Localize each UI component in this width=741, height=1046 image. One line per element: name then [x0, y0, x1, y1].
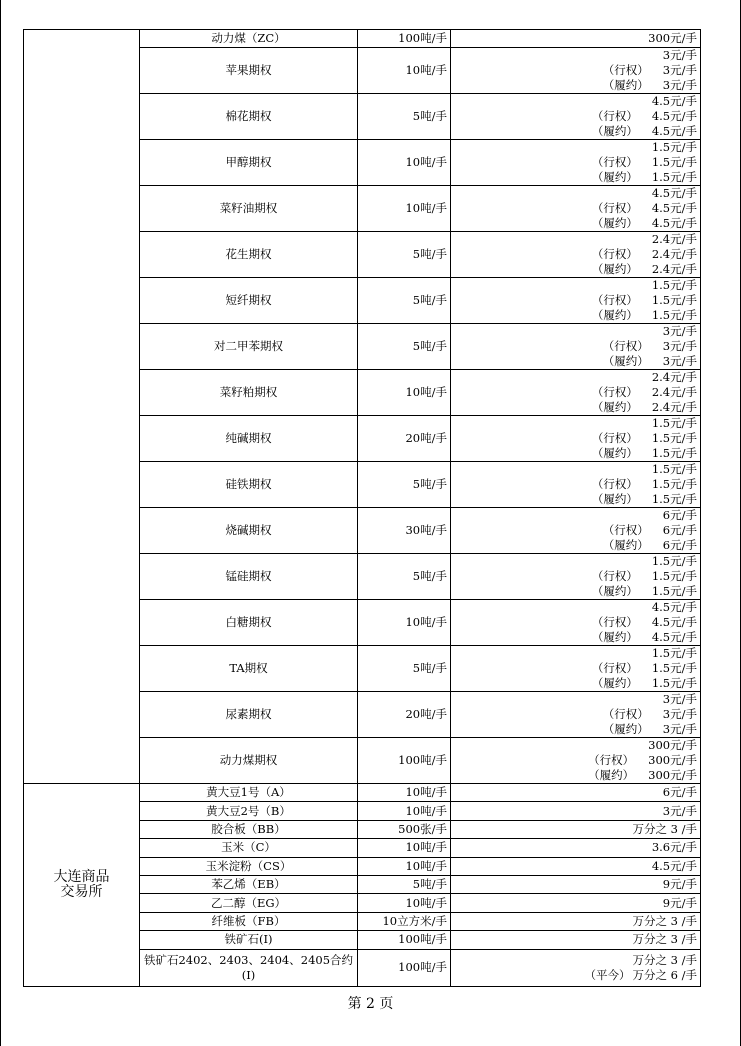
perform-label: （履约） — [602, 722, 649, 736]
fee-values — [652, 140, 697, 185]
product-name: 菜籽油期权 — [140, 186, 358, 232]
fee-group — [454, 416, 697, 461]
fee-cell: 万分之 3 /手 — [451, 820, 701, 838]
fee-value: 1.5元/手 — [651, 676, 697, 690]
fee-value: 2.4元/手 — [651, 247, 697, 261]
fee-group — [454, 186, 697, 231]
fee-cell — [451, 416, 701, 462]
exercise-label: （行权） — [591, 477, 638, 491]
fee-value: 1.5元/手 — [651, 431, 697, 445]
fee-value: 2.4元/手 — [651, 370, 697, 384]
trade-unit: 10吨/手 — [358, 48, 451, 94]
fee-group — [454, 692, 697, 737]
exercise-label: （行权） — [591, 155, 638, 169]
page-number: 第 2 页 — [347, 996, 394, 1012]
fee-value: 2.4元/手 — [651, 262, 697, 276]
product-name: 花生期权 — [140, 232, 358, 278]
fee-value: 4.5元/手 — [651, 109, 697, 123]
product-name: 黄大豆2号（B） — [140, 802, 358, 820]
fee-value: 3元/手 — [662, 63, 697, 77]
product-name: 玉米（C） — [140, 839, 358, 857]
fee-values — [652, 370, 697, 415]
exercise-label: （行权） — [591, 431, 638, 445]
product-name: 苯乙烯（EB） — [140, 875, 358, 893]
fee-value: 3元/手 — [662, 354, 697, 368]
fee-values — [652, 186, 697, 231]
fee-values — [652, 646, 697, 691]
perform-label: （履约） — [591, 630, 638, 644]
fee-values — [663, 692, 697, 737]
fee-value: 4.5元/手 — [651, 124, 697, 138]
trade-unit: 10吨/手 — [358, 857, 451, 875]
fee-value: 1.5元/手 — [651, 416, 697, 430]
trade-unit: 5吨/手 — [358, 324, 451, 370]
trade-unit: 500张/手 — [358, 820, 451, 838]
product-name: 玉米淀粉（CS） — [140, 857, 358, 875]
fee-cell: 9元/手 — [451, 894, 701, 912]
fee-value: 1.5元/手 — [651, 140, 697, 154]
fee-value: 1.5元/手 — [651, 446, 697, 460]
fee-cell — [451, 278, 701, 324]
product-name: 硅铁期权 — [140, 462, 358, 508]
exercise-label: （行权） — [591, 385, 638, 399]
fee-group — [454, 48, 697, 93]
fee-value: 1.5元/手 — [651, 492, 697, 506]
trade-unit: 20吨/手 — [358, 692, 451, 738]
fee-group — [454, 462, 697, 507]
trade-unit: 20吨/手 — [358, 416, 451, 462]
fee-value: 万分之 3 /手 — [632, 952, 697, 967]
product-name: 棉花期权 — [140, 94, 358, 140]
fee-cell: 300元/手 — [451, 30, 701, 48]
fee-values — [652, 278, 697, 323]
fee-values — [652, 232, 697, 277]
fee-cell — [451, 949, 701, 986]
fee-value: 6元/手 — [662, 538, 697, 552]
fee-value: 3元/手 — [662, 339, 697, 353]
product-name: 烧碱期权 — [140, 508, 358, 554]
fee-cell — [451, 140, 701, 186]
fee-value: 万分之 6 /手 — [632, 967, 697, 982]
fee-labels — [592, 370, 652, 415]
fee-cell — [451, 186, 701, 232]
trade-unit: 5吨/手 — [358, 94, 451, 140]
exercise-label: （行权） — [591, 661, 638, 675]
fee-cell: 6元/手 — [451, 784, 701, 802]
fee-cell — [451, 462, 701, 508]
fee-cell — [451, 324, 701, 370]
fee-labels — [592, 278, 652, 323]
fee-value: 300元/手 — [648, 753, 697, 767]
fee-value: 1.5元/手 — [651, 584, 697, 598]
fee-cell — [451, 94, 701, 140]
product-name: 白糖期权 — [140, 600, 358, 646]
fee-value: 4.5元/手 — [651, 600, 697, 614]
fee-group — [454, 232, 697, 277]
fee-labels — [603, 48, 663, 93]
product-name — [140, 949, 358, 986]
fee-value: 1.5元/手 — [651, 155, 697, 169]
fee-cell: 4.5元/手 — [451, 857, 701, 875]
fee-labels — [592, 646, 652, 691]
fee-value: 3元/手 — [662, 722, 697, 736]
fee-value: 1.5元/手 — [651, 477, 697, 491]
fee-labels — [592, 140, 652, 185]
fee-cell — [451, 508, 701, 554]
fee-labels — [592, 94, 652, 139]
exercise-label: （行权） — [602, 707, 649, 721]
product-name: TA期权 — [140, 646, 358, 692]
product-name-line2: (I) — [241, 967, 256, 982]
fee-labels — [592, 600, 652, 645]
perform-label: （履约） — [602, 78, 649, 92]
fee-cell — [451, 738, 701, 784]
fee-value: 1.5元/手 — [651, 554, 697, 568]
perform-label: （履约） — [588, 768, 635, 782]
product-name: 对二甲苯期权 — [140, 324, 358, 370]
perform-label: （履约） — [591, 124, 638, 138]
fee-group — [454, 140, 697, 185]
fee-value: 2.4元/手 — [651, 400, 697, 414]
fee-labels — [603, 508, 663, 553]
fee-values — [663, 324, 697, 369]
fee-group — [454, 324, 697, 369]
trade-unit: 10吨/手 — [358, 370, 451, 416]
fee-group — [454, 278, 697, 323]
trade-unit: 10吨/手 — [358, 802, 451, 820]
perform-label: （履约） — [591, 216, 638, 230]
fee-labels — [588, 738, 648, 783]
fee-cell: 3元/手 — [451, 802, 701, 820]
fee-group — [454, 94, 697, 139]
fee-value: 4.5元/手 — [651, 615, 697, 629]
perform-label: （履约） — [602, 354, 649, 368]
product-name: 纤维板（FB） — [140, 912, 358, 930]
fee-cell — [451, 646, 701, 692]
fee-value: 3元/手 — [662, 324, 697, 338]
fee-value: 1.5元/手 — [651, 170, 697, 184]
perform-label: （履约） — [591, 492, 638, 506]
product-name: 黄大豆1号（A） — [140, 784, 358, 802]
fee-value: 4.5元/手 — [651, 186, 697, 200]
exchange-name-line2: 交易所 — [60, 883, 103, 900]
trade-unit: 5吨/手 — [358, 462, 451, 508]
fee-value: 3元/手 — [662, 692, 697, 706]
fee-cell — [451, 232, 701, 278]
perform-label: （履约） — [591, 584, 638, 598]
product-name: 铁矿石(I) — [140, 931, 358, 949]
product-name: 甲醇期权 — [140, 140, 358, 186]
product-name-line1: 铁矿石2402、2403、2404、2405合约 — [143, 952, 354, 967]
fee-cell — [451, 370, 701, 416]
fee-close-today — [454, 968, 697, 983]
exercise-label: （行权） — [591, 615, 638, 629]
trade-unit: 100吨/手 — [358, 738, 451, 784]
fee-value: 1.5元/手 — [651, 661, 697, 675]
fee-group — [454, 370, 697, 415]
trade-unit: 5吨/手 — [358, 232, 451, 278]
fee-values — [652, 600, 697, 645]
fee-cell: 9元/手 — [451, 875, 701, 893]
fee-value: 3元/手 — [662, 48, 697, 62]
close-today-label: （平今） — [584, 967, 631, 982]
fee-value: 6元/手 — [662, 508, 697, 522]
table-row — [24, 784, 701, 802]
fee-cell: 3.6元/手 — [451, 839, 701, 857]
fee-cell — [451, 48, 701, 94]
fee-value: 1.5元/手 — [651, 308, 697, 322]
exercise-label: （行权） — [602, 523, 649, 537]
fee-values — [663, 508, 697, 553]
fee-labels — [592, 462, 652, 507]
product-name: 胶合板（BB） — [140, 820, 358, 838]
perform-label: （履约） — [591, 308, 638, 322]
trade-unit: 10吨/手 — [358, 186, 451, 232]
trade-unit: 10吨/手 — [358, 894, 451, 912]
product-name: 短纤期权 — [140, 278, 358, 324]
fee-group — [454, 554, 697, 599]
fee-value: 1.5元/手 — [651, 293, 697, 307]
fee-value: 2.4元/手 — [651, 385, 697, 399]
exercise-label: （行权） — [591, 247, 638, 261]
fee-labels — [592, 416, 652, 461]
exchange-cell — [24, 30, 140, 784]
product-name: 乙二醇（EG） — [140, 894, 358, 912]
trade-unit: 10吨/手 — [358, 839, 451, 857]
exercise-label: （行权） — [591, 109, 638, 123]
fee-cell — [451, 692, 701, 738]
fee-value: 3元/手 — [662, 78, 697, 92]
fee-group — [454, 508, 697, 553]
fee-cell: 万分之 3 /手 — [451, 931, 701, 949]
fee-value: 4.5元/手 — [651, 630, 697, 644]
fee-group — [454, 646, 697, 691]
fee-values — [652, 554, 697, 599]
product-name: 动力煤期权 — [140, 738, 358, 784]
trade-unit: 10吨/手 — [358, 784, 451, 802]
fee-cell — [451, 600, 701, 646]
fee-value: 300元/手 — [648, 768, 697, 782]
table-row — [24, 30, 701, 48]
fee-group — [454, 600, 697, 645]
fee-group — [454, 738, 697, 783]
perform-label: （履约） — [591, 400, 638, 414]
fee-value: 1.5元/手 — [651, 569, 697, 583]
trade-unit: 5吨/手 — [358, 554, 451, 600]
exercise-label: （行权） — [591, 293, 638, 307]
fee-value: 4.5元/手 — [651, 216, 697, 230]
trade-unit: 5吨/手 — [358, 278, 451, 324]
product-name: 菜籽粕期权 — [140, 370, 358, 416]
fee-values — [648, 738, 697, 783]
perform-label: （履约） — [591, 676, 638, 690]
trade-unit: 100吨/手 — [358, 931, 451, 949]
fee-cell: 万分之 3 /手 — [451, 912, 701, 930]
perform-label: （履约） — [591, 170, 638, 184]
product-name: 动力煤（ZC） — [140, 30, 358, 48]
exercise-label: （行权） — [588, 753, 635, 767]
trade-unit: 100吨/手 — [358, 30, 451, 48]
fee-values — [652, 416, 697, 461]
perform-label: （履约） — [602, 538, 649, 552]
fee-cell — [451, 554, 701, 600]
fee-value: 4.5元/手 — [651, 94, 697, 108]
fee-value: 3元/手 — [662, 707, 697, 721]
fee-labels — [592, 232, 652, 277]
fee-labels — [592, 554, 652, 599]
fee-value: 2.4元/手 — [651, 232, 697, 246]
fee-value: 1.5元/手 — [651, 462, 697, 476]
fee-labels — [603, 692, 663, 737]
trade-unit: 5吨/手 — [358, 875, 451, 893]
exercise-label: （行权） — [602, 63, 649, 77]
exercise-label: （行权） — [602, 339, 649, 353]
trade-unit: 10立方米/手 — [358, 912, 451, 930]
trade-unit: 10吨/手 — [358, 600, 451, 646]
product-name: 锰硅期权 — [140, 554, 358, 600]
fee-value: 6元/手 — [662, 523, 697, 537]
perform-label: （履约） — [591, 262, 638, 276]
trade-unit: 100吨/手 — [358, 949, 451, 986]
fee-value: 4.5元/手 — [651, 201, 697, 215]
trade-unit: 30吨/手 — [358, 508, 451, 554]
fee-table — [23, 29, 701, 987]
fee-value: 300元/手 — [648, 738, 697, 752]
trade-unit: 5吨/手 — [358, 646, 451, 692]
perform-label: （履约） — [591, 446, 638, 460]
product-name: 苹果期权 — [140, 48, 358, 94]
fee-values — [652, 94, 697, 139]
fee-value: 1.5元/手 — [651, 646, 697, 660]
product-name: 纯碱期权 — [140, 416, 358, 462]
fee-labels — [603, 324, 663, 369]
exercise-label: （行权） — [591, 201, 638, 215]
fee-values — [652, 462, 697, 507]
exchange-name-line1: 大连商品 — [53, 868, 110, 885]
trade-unit: 10吨/手 — [358, 140, 451, 186]
fee-value: 1.5元/手 — [651, 278, 697, 292]
exchange-cell — [24, 784, 140, 987]
fee-values — [663, 48, 697, 93]
exercise-label: （行权） — [591, 569, 638, 583]
product-name: 尿素期权 — [140, 692, 358, 738]
fee-labels — [592, 186, 652, 231]
